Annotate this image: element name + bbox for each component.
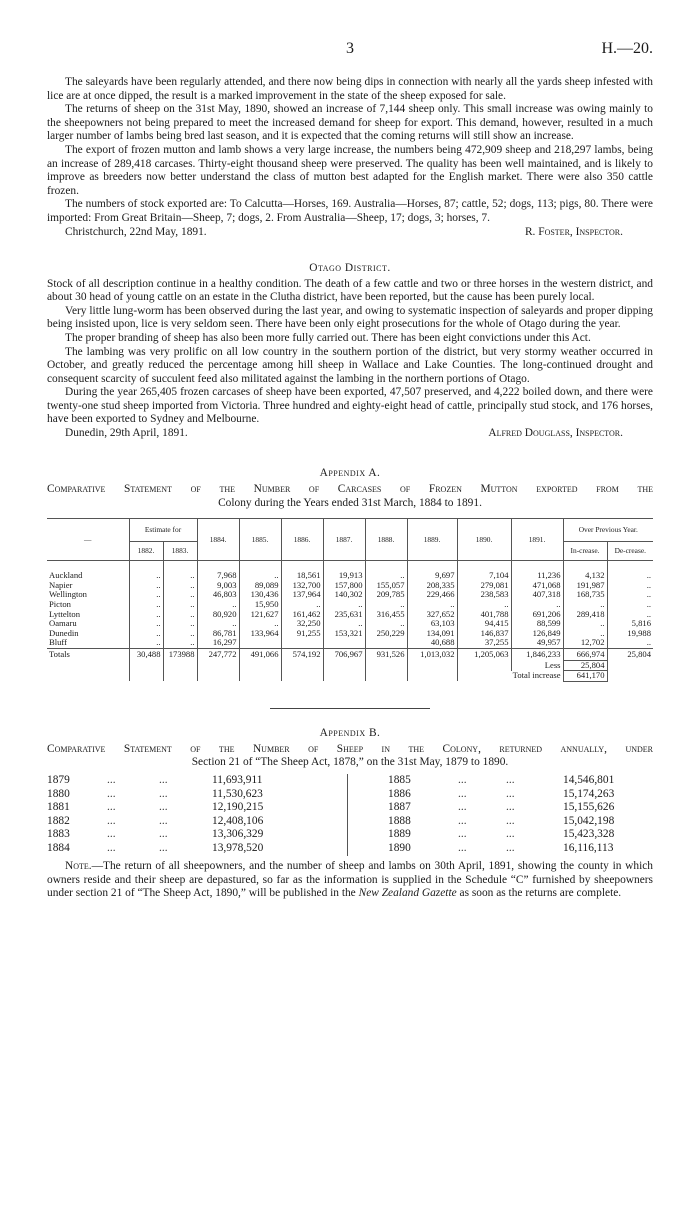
table-cell: 208,335 [407, 581, 457, 591]
table-cell: 153,321 [323, 629, 365, 639]
census-value: 11,693,911 [212, 773, 263, 786]
district-name: Napier [49, 580, 73, 590]
leader-dots: ... [107, 814, 116, 827]
table-cell: .. [129, 638, 163, 648]
place-date: Christchurch, 22nd May, 1891. [65, 225, 207, 238]
document-page [47, 40, 653, 901]
leader-dots: ... [506, 773, 515, 786]
table-cell: .. [563, 629, 607, 639]
district-name: Dunedin [49, 628, 79, 638]
census-value: 15,042,198 [563, 814, 615, 827]
table-cell: 18,561 [281, 571, 323, 581]
census-year: 1887 [388, 801, 411, 814]
table-cell: 49,957 [511, 638, 563, 648]
table-body [47, 561, 653, 682]
census-row [348, 842, 654, 856]
census-year: 1888 [388, 814, 411, 827]
spacer-row [47, 561, 653, 572]
census-year: 1881 [47, 801, 70, 814]
table-cell: 316,455 [365, 610, 407, 620]
paragraph: The returns of sheep on the 31st May, 1890, showed an increase of 7,144 sheep only. This small increase was owing mainly to the sheepowners not being prepared to meet the increased demand for sheep for export. This demand, however, resulted in a much larger number of lambs being bred last season, and it is expected that the coming returns will still show an increase. [47, 103, 653, 143]
census-value: 15,174,263 [563, 787, 615, 800]
table-cell: 191,987 [563, 581, 607, 591]
table-cell: 132,700 [281, 581, 323, 591]
signature-line [47, 427, 653, 441]
table-row [47, 638, 653, 648]
district-name: Picton [49, 600, 71, 610]
caption-line: Section 21 of “The Sheep Act, 1878,” on the 31st May, 1879 to 1890. [191, 756, 509, 769]
table-cell: 209,785 [365, 590, 407, 600]
table-cell: 250,229 [365, 629, 407, 639]
paragraph: The export of frozen mutton and lamb shows a very large increase, the numbers being 472,909 sheep and 218,297 lambs, being an increase of 289,418 carcases. Thirty-eight thousand sheep were preserved. The quality has been well maintained, and is likely to improve as breeders now better understand the class of mutton best adapted for the English market. There were also 350 cattle frozen. [47, 143, 653, 197]
district-name: Auckland [49, 571, 83, 581]
table-cell: 161,462 [281, 610, 323, 620]
leader-dots: ... [159, 814, 168, 827]
census-year: 1889 [388, 828, 411, 841]
table-cell: 666,974 [563, 649, 607, 661]
census-row [47, 788, 347, 802]
page-header [47, 40, 653, 64]
table-cell: .. [129, 610, 163, 620]
table-cell: 30,488 [129, 649, 163, 661]
appendix-a-heading: Appendix A. [319, 467, 381, 480]
table-cell: 9,003 [197, 581, 239, 591]
census-column-left [47, 774, 347, 856]
leader-dots: ... [159, 787, 168, 800]
table-cell: .. [163, 619, 197, 629]
district-header: — [47, 519, 129, 561]
caption-line: Colony during the Years ended 31st March, 1884 to 1891. [218, 496, 482, 509]
census-row [348, 801, 654, 815]
table-cell: .. [607, 571, 653, 581]
table-cell: .. [323, 600, 365, 610]
census-row [348, 788, 654, 802]
table-cell [365, 638, 407, 648]
census-row [348, 815, 654, 829]
table-cell: 289,418 [563, 610, 607, 620]
divider [270, 708, 430, 709]
table-cell: .. [163, 638, 197, 648]
table-cell: 1,205,063 [457, 649, 511, 661]
signature-line [47, 226, 653, 240]
table-cell: 5,816 [607, 619, 653, 629]
table-cell: 931,526 [365, 649, 407, 661]
census-value: 14,546,801 [563, 773, 615, 786]
leader-dots: ... [107, 801, 116, 814]
decrease-header: De-crease. [607, 542, 653, 561]
paragraph: Stock of all description continue in a healthy condition. The death of a few cattle and two or three horses in the western district, and about 30 head of young cattle on an estate in the Clutha district, have been reported, but the cause has been purely local. [47, 277, 653, 304]
table-cell: .. [163, 581, 197, 591]
census-row [47, 774, 347, 788]
census-value: 11,530,623 [212, 787, 263, 800]
census-column-right [347, 774, 654, 856]
table-cell: 89,089 [239, 581, 281, 591]
table-cell: .. [607, 610, 653, 620]
appendix-b-caption [47, 743, 653, 770]
less-value: 25,804 [563, 660, 607, 671]
table-cell: .. [563, 619, 607, 629]
year-header: 1885. [239, 519, 281, 561]
leader-dots: ... [506, 814, 515, 827]
census-value: 15,423,328 [563, 828, 615, 841]
table-row [47, 571, 653, 581]
paragraph: The saleyards have been regularly attended, and there now being dips in connection with nearly all the yards sheep infested with lice are at once dipped, the result is a marked improvement in the state of the sheep exposed for sale. [47, 76, 653, 102]
table-cell: 173988 [163, 649, 197, 661]
table-cell: 11,236 [511, 571, 563, 581]
leader-dots: ... [159, 773, 168, 786]
district-name: Bluff [49, 638, 67, 648]
table-cell: 37,255 [457, 638, 511, 648]
year-header: 1887. [323, 519, 365, 561]
table-cell: 137,964 [281, 590, 323, 600]
table-cell: 706,967 [323, 649, 365, 661]
leader-dots: ... [107, 841, 116, 854]
table-cell: 4,132 [563, 571, 607, 581]
table-row [47, 590, 653, 600]
census-row [47, 828, 347, 842]
table-cell: 574,192 [281, 649, 323, 661]
table-cell [239, 638, 281, 648]
paragraph: Very little lung-worm has been observed during the last year, and owing to systematic inspection of saleyards and proper dipping being insisted upon, lice is very seldom seen. There have been only eight prosecutions for the whole of Otago during the year. [47, 304, 653, 331]
table-row [47, 629, 653, 639]
table-cell: .. [129, 629, 163, 639]
year-header: 1884. [197, 519, 239, 561]
year-header: 1883. [163, 542, 197, 561]
table-cell: .. [365, 600, 407, 610]
table-cell: .. [607, 600, 653, 610]
otago-report [47, 278, 653, 442]
census-value: 13,978,520 [212, 841, 264, 854]
leader-dots: ... [458, 787, 467, 800]
table-cell: 1,013,032 [407, 649, 457, 661]
table-cell: .. [197, 600, 239, 610]
table-cell: 235,631 [323, 610, 365, 620]
table-cell: 238,583 [457, 590, 511, 600]
gazette-title: New Zealand Gazette [358, 887, 457, 900]
frozen-mutton-table [47, 518, 653, 682]
leader-dots: ... [107, 828, 116, 841]
census-year: 1885 [388, 773, 411, 786]
table-cell: 1,846,233 [511, 649, 563, 661]
census-year: 1890 [388, 841, 411, 854]
table-row [47, 600, 653, 610]
table-row [47, 610, 653, 620]
table-cell: 146,837 [457, 629, 511, 639]
table-cell: .. [607, 581, 653, 591]
table-cell: .. [239, 571, 281, 581]
table-cell: 491,066 [239, 649, 281, 661]
census-year: 1879 [47, 773, 70, 786]
table-cell [281, 638, 323, 648]
census-value: 16,116,113 [563, 841, 614, 854]
census-year: 1886 [388, 787, 411, 800]
census-row [47, 801, 347, 815]
table-cell: 7,968 [197, 571, 239, 581]
table-cell: 126,849 [511, 629, 563, 639]
table-cell: 91,255 [281, 629, 323, 639]
census-value: 13,306,329 [212, 828, 264, 841]
table-cell: 16,297 [197, 638, 239, 648]
table-cell: 25,804 [607, 649, 653, 661]
table-cell: .. [163, 629, 197, 639]
caption-line: Comparative Statement of the Number of Carcases of Frozen Mutton exported from the [47, 483, 653, 496]
table-cell: 155,057 [365, 581, 407, 591]
less-row [47, 660, 653, 671]
signature: Alfred Douglass, Inspector. [488, 427, 623, 440]
note-text: —The return of all sheepowners, and the number of sheep and lambs on 30th April, 1891, showing the county in which owners reside and their sheep are depastured, so far as the information is supplied in the Schedule “C” furnished by sheepowners under section 21 of “The Sheep Act, 1890,” will be published in the [47, 859, 653, 900]
total-increase-label: Total increase [457, 671, 563, 682]
signature: R. Foster, Inspector. [524, 225, 623, 238]
sheep-census-table [47, 774, 653, 858]
leader-dots: ... [506, 841, 515, 854]
census-year: 1883 [47, 828, 70, 841]
table-cell: 94,415 [457, 619, 511, 629]
table-cell: 80,920 [197, 610, 239, 620]
page-number: 3 [346, 40, 354, 57]
leader-dots: ... [458, 841, 467, 854]
table-row [47, 619, 653, 629]
table-cell: .. [365, 571, 407, 581]
table-cell: .. [129, 600, 163, 610]
section-heading: Otago District. [309, 261, 391, 274]
table-cell: .. [607, 638, 653, 648]
table-cell: .. [163, 571, 197, 581]
leader-dots: ... [107, 787, 116, 800]
estimate-header: Estimate for [129, 519, 197, 542]
note-end: as soon as the returns are complete. [456, 887, 622, 900]
totals-row [47, 649, 653, 661]
less-label: Less [511, 660, 563, 671]
table-cell: 32,250 [281, 619, 323, 629]
year-header: 1882. [129, 542, 163, 561]
table-cell: 19,988 [607, 629, 653, 639]
appendix-a-caption [47, 483, 653, 510]
district-name: Oamaru [49, 619, 77, 629]
table-cell: .. [129, 581, 163, 591]
census-year: 1880 [47, 787, 70, 800]
table-cell: 88,599 [511, 619, 563, 629]
census-row [47, 842, 347, 856]
table-row [47, 581, 653, 591]
table-cell: .. [163, 610, 197, 620]
census-value: 12,408,106 [212, 814, 264, 827]
document-reference: H.—20. [601, 40, 653, 57]
table-cell: 134,091 [407, 629, 457, 639]
table-cell: 9,697 [407, 571, 457, 581]
census-row [348, 828, 654, 842]
total-increase-row [47, 671, 653, 682]
leader-dots: ... [458, 801, 467, 814]
census-year: 1882 [47, 814, 70, 827]
table-cell: .. [607, 590, 653, 600]
leader-dots: ... [506, 828, 515, 841]
table-cell: .. [163, 590, 197, 600]
year-header: 1888. [365, 519, 407, 561]
table-cell: .. [407, 600, 457, 610]
table-cell: 407,318 [511, 590, 563, 600]
census-value: 15,155,626 [563, 801, 615, 814]
table-cell: 15,950 [239, 600, 281, 610]
table-cell: 40,688 [407, 638, 457, 648]
table-cell: .. [457, 600, 511, 610]
table-cell: .. [129, 619, 163, 629]
leader-dots: ... [458, 773, 467, 786]
table-cell: 86,781 [197, 629, 239, 639]
table-cell: 19,913 [323, 571, 365, 581]
table-cell: 157,800 [323, 581, 365, 591]
table-cell: 401,788 [457, 610, 511, 620]
table-cell: 12,702 [563, 638, 607, 648]
table-cell: 471,068 [511, 581, 563, 591]
table-cell [323, 638, 365, 648]
note-label: Note. [65, 859, 92, 872]
table-cell: 691,206 [511, 610, 563, 620]
leader-dots: ... [159, 828, 168, 841]
table-cell: 327,652 [407, 610, 457, 620]
table-cell: 130,436 [239, 590, 281, 600]
place-date: Dunedin, 29th April, 1891. [65, 427, 188, 440]
district-name: Lyttelton [49, 609, 81, 619]
table-cell: .. [129, 571, 163, 581]
year-header: 1891. [511, 519, 563, 561]
leader-dots: ... [506, 787, 515, 800]
leader-dots: ... [159, 801, 168, 814]
table-cell: .. [239, 619, 281, 629]
table-cell: .. [281, 600, 323, 610]
table-cell: .. [563, 600, 607, 610]
leader-dots: ... [506, 801, 515, 814]
table-cell: .. [323, 619, 365, 629]
paragraph: During the year 265,405 frozen carcases of sheep have been exported, 47,507 preserved, and 4,222 boiled down, and there were twenty-one stud sheep imported from Victoria. Three hundred and eighty-eight head of cattle, principally stud stock, and 176 horses, have been exported to Sydney and Melbourne. [47, 386, 653, 426]
table-cell: 140,302 [323, 590, 365, 600]
increase-header: In-crease. [563, 542, 607, 561]
census-year: 1884 [47, 841, 70, 854]
note-paragraph [47, 860, 653, 901]
table-cell: 279,081 [457, 581, 511, 591]
table-cell: 229,466 [407, 590, 457, 600]
table-cell: 168,735 [563, 590, 607, 600]
year-header: 1890. [457, 519, 511, 561]
total-increase-value: 641,170 [563, 671, 607, 682]
canterbury-report [47, 76, 653, 240]
district-name: Totals [47, 649, 129, 661]
census-row [348, 774, 654, 788]
table-cell: 121,627 [239, 610, 281, 620]
leader-dots: ... [458, 828, 467, 841]
table-cell: 63,103 [407, 619, 457, 629]
table-cell: .. [129, 590, 163, 600]
table-cell: .. [365, 619, 407, 629]
table-cell: .. [163, 600, 197, 610]
over-previous-header: Over Previous Year. [563, 519, 653, 542]
paragraph: The proper branding of sheep has also been more fully carried out. There has been eight convictions under this Act. [65, 331, 591, 344]
table-cell: 247,772 [197, 649, 239, 661]
census-value: 12,190,215 [212, 801, 264, 814]
table-cell: 46,803 [197, 590, 239, 600]
leader-dots: ... [458, 814, 467, 827]
leader-dots: ... [107, 773, 116, 786]
table-cell: .. [197, 619, 239, 629]
table-cell: .. [511, 600, 563, 610]
leader-dots: ... [159, 841, 168, 854]
caption-line: Comparative Statement of the Number of Sheep in the Colony, returned annually, under [47, 742, 653, 755]
year-header: 1886. [281, 519, 323, 561]
table-cell: 7,104 [457, 571, 511, 581]
paragraph: The numbers of stock exported are: To Calcutta—Horses, 169. Australia—Horses, 87; cattle, 52; dogs, 113; pigs, 80. There were imported: From Great Britain—Sheep, 7; dogs, 2. From Australia—Sheep, 17; dogs, 3; horses, 7. [47, 198, 653, 224]
census-row [47, 815, 347, 829]
paragraph: The lambing was very prolific on all low country in the southern portion of the district, but very stormy weather occurred in October, and greatly reduced the percentage among hill sheep in Wallace and Lake Counties. The long-continued drought and consequent scarcity of succulent feed also militated against the lambing in the northern portions of Otago. [47, 345, 653, 385]
table-cell: 133,964 [239, 629, 281, 639]
appendix-b-heading: Appendix B. [319, 726, 381, 739]
district-name: Wellington [49, 590, 87, 600]
year-header: 1889. [407, 519, 457, 561]
